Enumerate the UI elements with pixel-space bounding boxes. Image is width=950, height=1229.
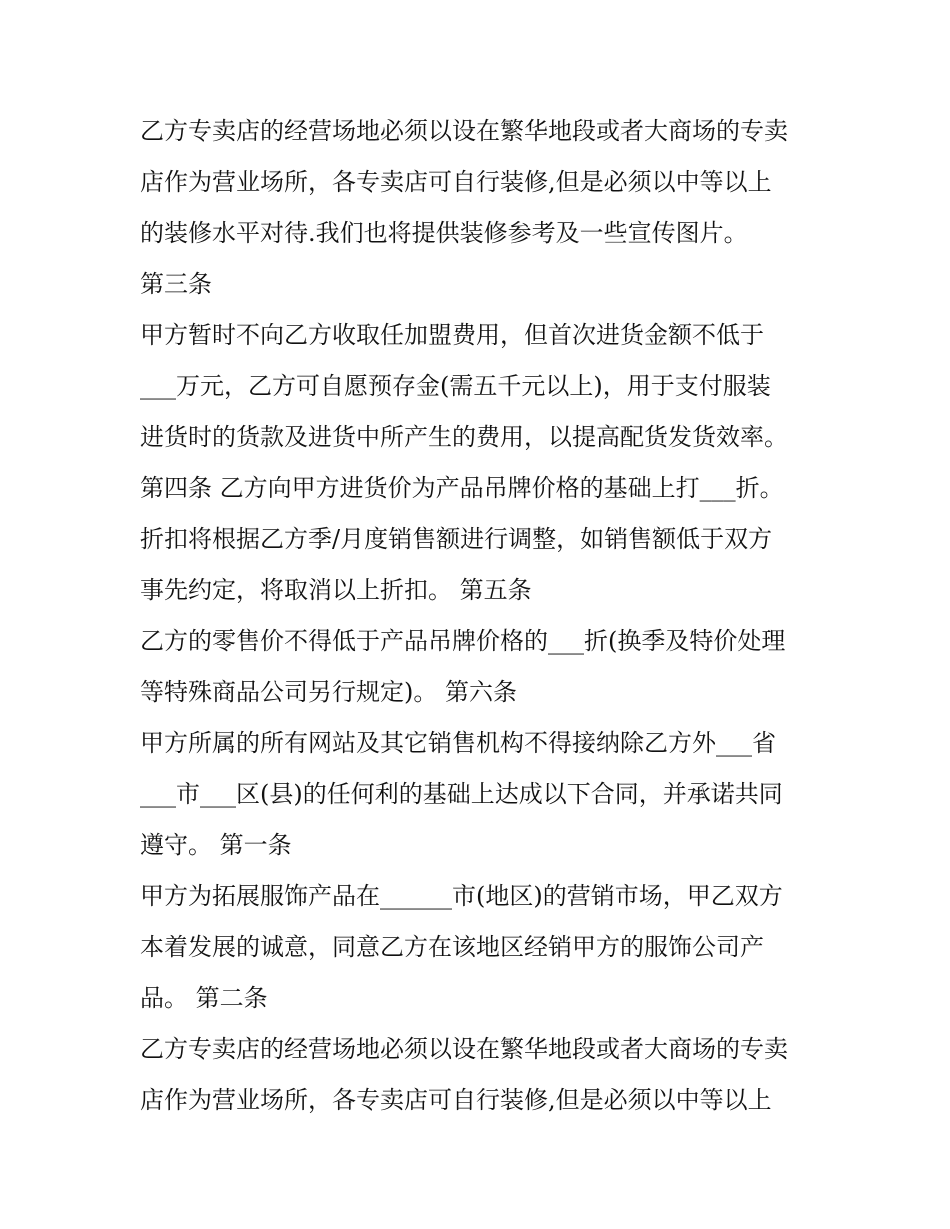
text-line-9: 折扣将根据乙方季/月度销售额进行调整，如销售额低于双方 [140,525,773,553]
text-line-5: 甲方暂时不向乙方收取任加盟费用，但首次进货金额不低于 [140,321,764,349]
text-line-14: ___市___区(县)的任何利的基础上达成以下合同，并承诺共同 [140,780,783,808]
text-line-16: 甲方为拓展服饰产品在______市(地区)的营销市场，甲乙双方 [140,882,783,910]
text-line-2: 店作为营业场所，各专卖店可自行装修,但是必须以中等以上 [140,168,772,196]
text-line-6: ___万元，乙方可自愿预存金(需五千元以上)，用于支付服装 [140,372,771,400]
text-line-20: 店作为营业场所，各专卖店可自行装修,但是必须以中等以上 [140,1086,772,1114]
text-line-12: 等特殊商品公司另行规定)。 第六条 [140,678,517,706]
contract-text-body [140,106,830,1126]
text-line-3: 的装修水平对待.我们也将提供装修参考及一些宣传图片。 [140,219,748,247]
text-line-7: 进货时的货款及进货中所产生的费用，以提高配货发货效率。 [140,423,788,451]
text-line-1: 乙方专卖店的经营场地必须以设在繁华地段或者大商场的专卖 [140,117,788,145]
text-line-19: 乙方专卖店的经营场地必须以设在繁华地段或者大商场的专卖 [140,1035,788,1063]
text-line-15: 遵守。 第一条 [140,831,292,859]
text-line-13: 甲方所属的所有网站及其它销售机构不得接纳除乙方外___省 [140,729,776,757]
section-heading-article-3: 第三条 [140,270,212,298]
text-line-11: 乙方的零售价不得低于产品吊牌价格的___折(换季及特价处理 [140,627,786,655]
text-line-8: 第四条 乙方向甲方进货价为产品吊牌价格的基础上打___折。 [140,474,784,502]
text-line-18: 品。 第二条 [140,984,268,1012]
text-line-17: 本着发展的诚意，同意乙方在该地区经销甲方的服饰公司产 [140,933,764,961]
text-line-10: 事先约定，将取消以上折扣。 第五条 [140,576,532,604]
